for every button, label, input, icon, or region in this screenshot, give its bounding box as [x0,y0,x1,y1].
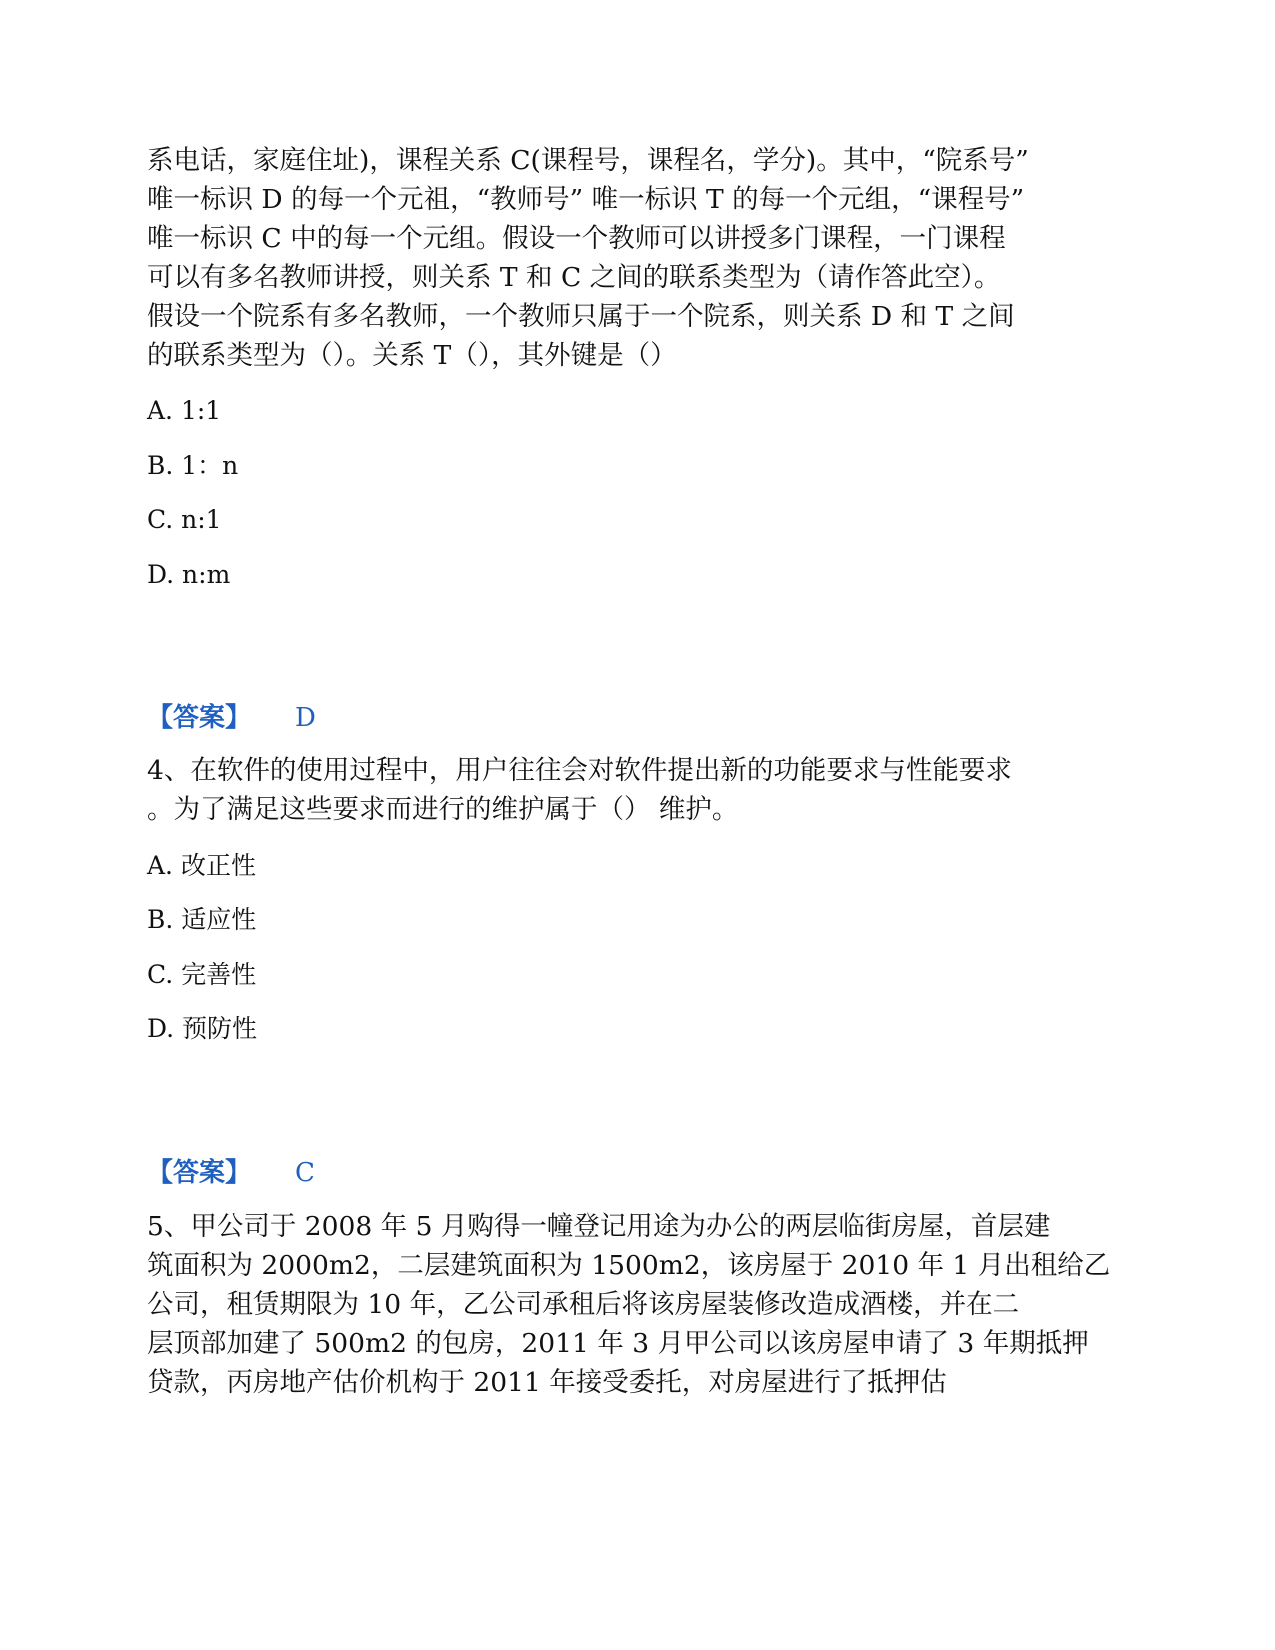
question-4-line-2: 。为了满足这些要求而进行的维护属于（） 维护。 [147,794,739,825]
question-4-answer [147,1155,315,1191]
question-4-option-c: C. 完善性 [147,960,257,989]
answer-value: D [295,703,316,733]
question-4-option-d: D. 预防性 [147,1014,258,1043]
question-5-line-1: 5、甲公司于 2008 年 5 月购得一幢登记用途为办公的两层临街房屋，首层建 [147,1211,1051,1242]
question-3-line-5: 假设一个院系有多名教师，一个教师只属于一个院系，则关系 D 和 T 之间 [147,301,1015,332]
question-3-option-b: B. 1：n [147,451,239,480]
question-5-line-3: 公司，租赁期限为 10 年，乙公司承租后将该房屋装修改造成酒楼，并在二 [147,1289,1020,1320]
question-3-answer [147,700,316,736]
question-3-option-a: A. 1:1 [147,396,222,425]
question-3-option-c: C. n:1 [147,505,222,534]
question-3-line-6: 的联系类型为（）。关系 T（），其外键是（） [147,340,677,371]
question-4-option-b: B. 适应性 [147,905,257,934]
question-5-line-4: 层顶部加建了 500m2 的包房，2011 年 3 月甲公司以该房屋申请了 3 年期抵押 [147,1328,1089,1359]
question-3-option-d: D. n:m [147,560,231,589]
question-3-line-1: 系电话，家庭住址)，课程关系 C(课程号，课程名，学分)。其中，“院系号” [147,145,1029,176]
question-3-line-3: 唯一标识 C 中的每一个元组。假设一个教师可以讲授多门课程，一门课程 [147,223,1006,254]
question-3-line-2: 唯一标识 D 的每一个元祖，“教师号” 唯一标识 T 的每一个元组，“课程号” [147,184,1025,215]
question-3-line-4: 可以有多名教师讲授，则关系 T 和 C 之间的联系类型为（请作答此空）。 [147,262,1001,293]
answer-value: C [295,1158,315,1188]
question-4-line-1: 4、在软件的使用过程中，用户往往会对软件提出新的功能要求与性能要求 [147,755,1012,786]
question-5-line-5: 贷款，丙房地产估价机构于 2011 年接受委托，对房屋进行了抵押估 [147,1367,947,1398]
question-5-line-2: 筑面积为 2000m2，二层建筑面积为 1500m2，该房屋于 2010 年 1 月出租给乙 [147,1250,1111,1281]
question-4-option-a: A. 改正性 [147,851,256,880]
answer-label: 【答案】 [147,1158,252,1188]
answer-label: 【答案】 [147,703,252,733]
